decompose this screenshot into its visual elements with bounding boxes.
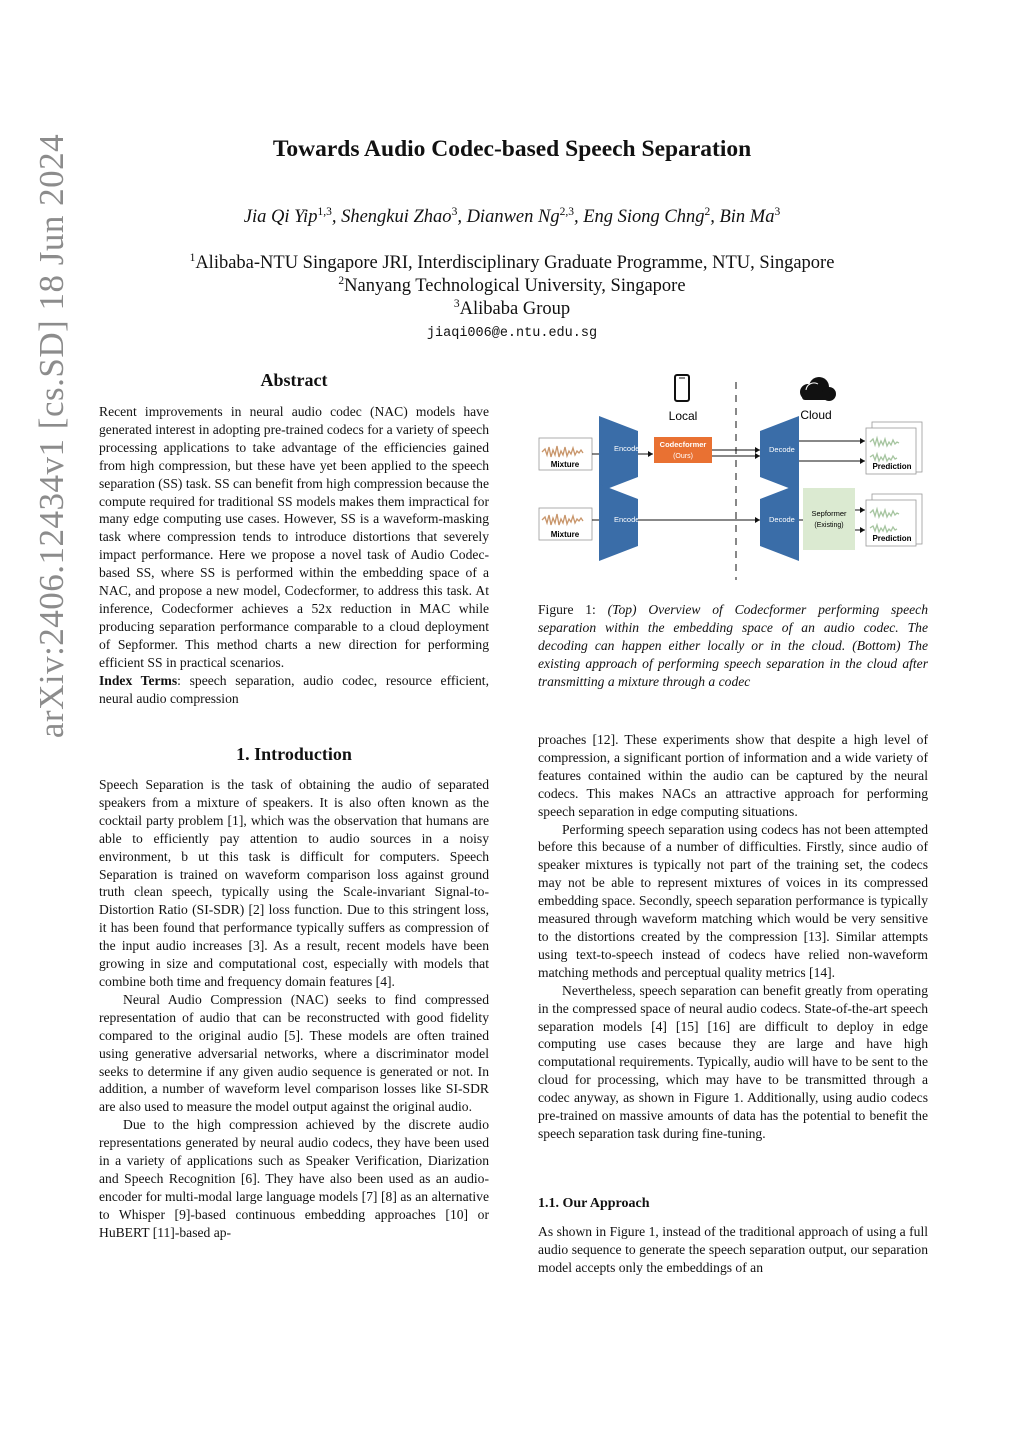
local-label: Local xyxy=(668,409,698,423)
arxiv-stamp: arXiv:2406.12434v1 [cs.SD] 18 Jun 2024 xyxy=(32,133,71,739)
author-affiliation-sup: 2,3 xyxy=(559,206,574,218)
phone-icon xyxy=(675,375,689,401)
prediction-output-bottom xyxy=(866,494,922,546)
svg-text:(Existing): (Existing) xyxy=(814,522,844,529)
author-list xyxy=(0,206,1024,228)
index-terms: Index Terms: speech separation, audio codec, resource efficient, neural audio compression xyxy=(99,672,489,706)
author-affiliation-sup: 3 xyxy=(774,206,781,218)
author-separator: , xyxy=(573,207,584,228)
author-name: Jia Qi Yip xyxy=(243,207,318,228)
author-affiliation-sup: 3 xyxy=(451,206,458,218)
affiliation-2: $^2$Nanyang Technological University, Singapore xyxy=(338,275,686,297)
svg-text:Prediction: Prediction xyxy=(872,534,912,543)
author-separator: , xyxy=(331,207,342,228)
author-name: Dianwen Ng xyxy=(466,207,560,228)
contact-email[interactable]: jiaqi006@e.ntu.edu.sg xyxy=(426,326,598,341)
mixture-input-top xyxy=(539,438,592,470)
author-separator: , xyxy=(457,207,467,228)
abstract-heading: Abstract xyxy=(260,370,328,390)
figure-1-caption: Figure 1: (Top) Overview of Codecformer performing speech separation within the embedding space of an audio codec. The decoding can happen either locally or in the cloud. (Bottom) The existing approach of performing speech separation in the cloud after transmitting a mixture through a codec xyxy=(538,602,928,689)
svg-text:(Ours): (Ours) xyxy=(673,453,693,460)
encoder-top xyxy=(599,416,638,492)
cloud-label: Cloud xyxy=(800,408,832,422)
decode-label-top: Decode xyxy=(769,445,795,454)
author-name: Bin Ma xyxy=(719,207,775,228)
svg-text:Sepformer: Sepformer xyxy=(811,509,847,518)
encode-label-bottom: Encode xyxy=(614,515,640,524)
approach-paragraph: As shown in Figure 1, instead of the traditional approach of using a full audio sequence to generate the speech separation output, our separation model accepts only the embeddings of an xyxy=(538,1224,928,1275)
subsection-heading: 1.1. Our Approach xyxy=(538,1196,650,1211)
intro-paragraph-3: Due to the high compression achieved by the discrete audio representations generated by neural audio codecs, they have been used in a variety of applications such as Speaker Verification, Diarization and Speech Recognition [6]. They have also been used as an audio-encoder for multi-modal large language models [7] [8] as an alternative to Whisper [9]-based continuous embedding approaches [10] or HuBERT [11]-based ap- xyxy=(99,1117,489,1240)
mixture-input-bottom xyxy=(539,508,592,540)
encode-label-top: Encode xyxy=(614,444,640,453)
decoder-top xyxy=(760,416,799,492)
right-paragraph-0: proaches [12]. These experiments show that despite a high level of compression, a significant portion of information and a wide variety of features contained within the audio can be captured by the neural codecs. This makes NACs an attractive approach for performing speech separation in edge computing situations. xyxy=(538,732,928,819)
codecformer-block xyxy=(654,437,712,463)
right-paragraph-2: Nevertheless, speech separation can benefit greatly from operating in the compressed space of neural audio codecs. State-of-the-art speech separation models [4] [15] [16] are difficult to deploy in edge computing use cases because they are large and have high computational requirements. Typically, audio will have to be sent to the cloud for processing, which may have to be transmitted through a codec anyway, as shown in Figure 1. Additionally, using audio codecs pre-trained on massive amounts of data has the potential to benefit the speech separation task during fine-tuning. xyxy=(538,982,928,1141)
paper-title: Towards Audio Codec-based Speech Separation xyxy=(272,136,752,162)
approach-body xyxy=(538,1223,928,1277)
intro-heading: 1. Introduction xyxy=(236,744,352,764)
svg-text:Prediction: Prediction xyxy=(872,462,912,471)
figure-1-diagram xyxy=(536,368,930,588)
author-name: Eng Siong Chng xyxy=(583,207,705,228)
sepformer-block xyxy=(803,488,855,550)
author-separator: , xyxy=(710,207,720,228)
author-affiliation-sup: 1,3 xyxy=(317,206,332,218)
decode-label-bottom: Decode xyxy=(769,515,795,524)
abstract-text: Recent improvements in neural audio codec (NAC) models have generated interest in adopting pre-trained codecs for a variety of speech processing applications to take advantage of the efficiencies gained from high compression, but these have yet been applied to the speech separation (SS) task. SS can benefit from high compression because the compute required for traditional SS models makes them impractical for many edge computing use cases. However, SS is a waveform-masking task where compression tends to introduce distortions that severely impact performance. Here we propose a novel task of Audio Codec-based SS, where SS is performed within the embedding space of a NAC, and propose a new model, Codecformer, to address this task. At inference, Codecformer achieves a 52x reduction in MAC while producing separation performance comparable to a cloud deployment of Sepformer. This method charts a new direction for performing efficient SS in practical scenarios. xyxy=(99,404,489,670)
right-column-body xyxy=(538,731,928,1143)
intro-paragraph-2: Neural Audio Compression (NAC) seeks to find compressed representation of audio that can be reconstructed with good fidelity compared to the original audio [5]. These models are often trained using generative adversarial networks, where a discriminator model seeks to determine if any given audio sequence is generated or not. In addition, a number of waveform level comparison losses like SI-SDR are also used to measure the model output against the original audio. xyxy=(99,991,489,1115)
intro-paragraph-1: Speech Separation is the task of obtaining the audio of separated speakers from a mixture of speakers. It is also often known as the cocktail party problem [1], which was the observation that humans are able to efficiently pay attention to audio sources in a noisy environment, b ut this task is difficult for computers. Speech Separation is trained on waveform comparison loss against ground truth clean speech, typically using the Scale-invariant Signal-to-Distortion Ratio (SI-SDR) [2] loss function. Due to this stringent loss, it has been found that performance typically suffers as compression of the input audio increases [3]. As a result, recent models have been growing in size and computational cost, especially with models that combine both time and frequency domain features [4]. xyxy=(99,777,489,989)
prediction-output-top xyxy=(866,422,922,474)
abstract-body xyxy=(99,403,489,707)
right-paragraph-1: Performing speech separation using codecs has not been attempted before this because of a number of difficulties. Firstly, since audio of speaker mixtures is typically not part of the training set, the codecs may not be able to represent mixtures of voices in its compressed embedding space. Secondly, speech separation performance is typically measured through waveform matching which would be very sensitive to the distortions created by the compression [13]. Similar attempts using text-to-speech instead of codecs have relied non-waveform matching methods and perceptual quality metrics [14]. xyxy=(538,821,928,980)
svg-text:Mixture: Mixture xyxy=(550,530,580,539)
author-name: Shengkui Zhao xyxy=(341,207,452,228)
author-affiliation-sup: 2 xyxy=(704,206,711,218)
intro-body xyxy=(99,776,489,1242)
figure-1 xyxy=(536,368,930,588)
affiliation-3: $^3$Alibaba Group xyxy=(453,298,571,320)
cloud-icon xyxy=(800,377,836,401)
svg-text:Codecformer: Codecformer xyxy=(659,440,707,449)
affiliation-1: $^1$Alibaba-NTU Singapore JRI, Interdisciplinary Graduate Programme, NTU, Singapore xyxy=(189,252,835,274)
svg-text:Mixture: Mixture xyxy=(550,460,580,469)
